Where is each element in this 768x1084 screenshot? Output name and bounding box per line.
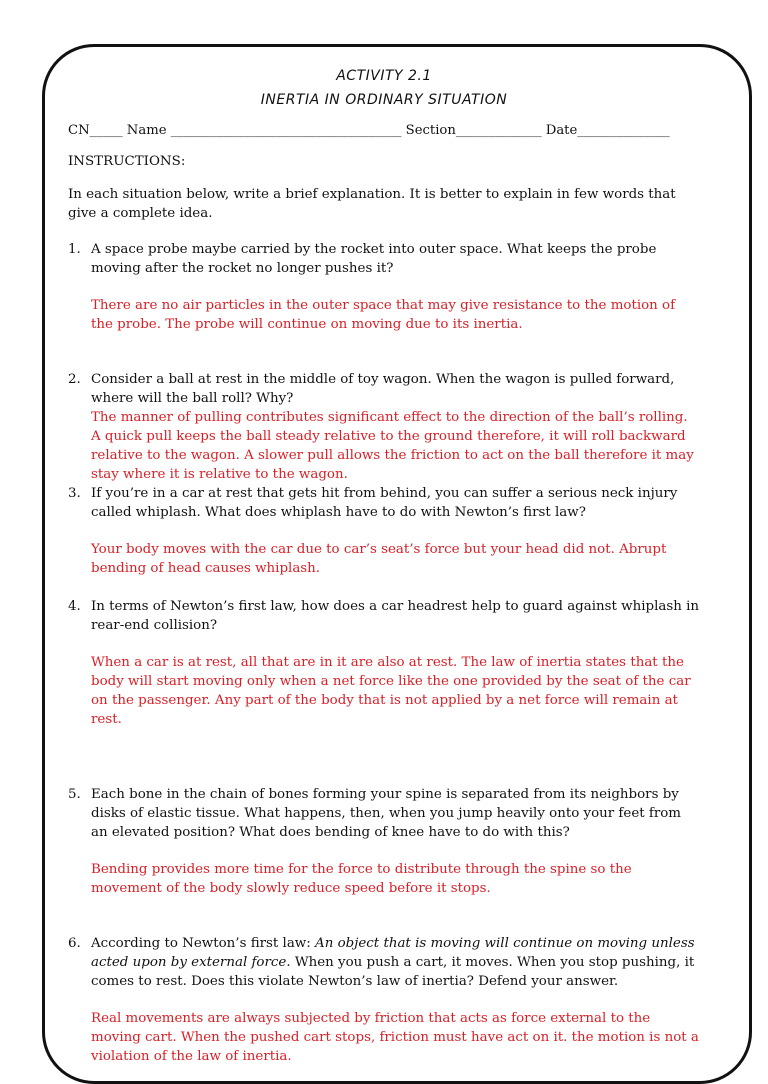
- answer-text: There are no air particles in the outer space that may give resistance to the motion of the probe. The probe will continue on moving due to its inertia.: [91, 298, 676, 332]
- question-number: 4.: [68, 599, 81, 614]
- question-text: If you’re in a car at rest that gets hit from behind, you can suffer a serious neck injury called whiplash. What does whiplash have to do with Newton’s first law?: [91, 486, 678, 520]
- student-info-line: CN_____ Name ___________________________________ Section_____________ Date______________: [68, 123, 670, 138]
- question-3: [68, 484, 700, 578]
- question-text: Each bone in the chain of bones forming your spine is separated from its neighbors by disks of elastic tissue. What happens, then, when you jump heavily onto your feet from an elevated position? What does bending of knee have to do with this?: [91, 787, 681, 840]
- question-number: 6.: [68, 936, 81, 951]
- question-1: [68, 240, 700, 334]
- answer-text: Your body moves with the car due to car’s seat’s force but your head did not. Abrupt bending of head causes whiplash.: [91, 542, 667, 576]
- instructions-text: In each situation below, write a brief explanation. It is better to explain in few words that give a complete idea.: [68, 187, 676, 221]
- question-text: A space probe maybe carried by the rocket into outer space. What keeps the probe moving after the rocket no longer pushes it?: [91, 242, 657, 276]
- question-number: 5.: [68, 787, 81, 802]
- question-number: 2.: [68, 372, 81, 387]
- answer-text: When a car is at rest, all that are in it are also at rest. The law of inertia states that the body will start moving only when a net force like the one provided by the seat of the car on the passenger. Any part of the body that is not applied by a net force will remain at rest.: [91, 655, 691, 727]
- question-5: [68, 785, 700, 898]
- question-2: [68, 370, 700, 484]
- instructions-label: INSTRUCTIONS:: [68, 154, 186, 169]
- question-text: In terms of Newton’s first law, how does a car headrest help to guard against whiplash in rear-end collision?: [91, 599, 700, 633]
- question-text-suffix: When you push a cart, it moves. When you stop pushing, it comes to rest. Does this violate Newton’s law of inertia? Defend your answer.: [91, 955, 695, 989]
- question-text: Consider a ball at rest in the middle of toy wagon. When the wagon is pulled forward, where will the ball roll? Why?: [91, 372, 675, 406]
- activity-title: INERTIA IN ORDINARY SITUATION: [260, 92, 508, 108]
- question-6: [68, 934, 700, 1066]
- answer-text: Real movements are always subjected by friction that acts as force external to the moving cart. When the pushed cart stops, friction must have act on it. the motion is not a violation of the law of inertia.: [91, 1011, 699, 1064]
- question-text-prefix: According to Newton’s first law:: [91, 936, 316, 951]
- activity-number: ACTIVITY 2.1: [336, 68, 432, 84]
- answer-text: Bending provides more time for the force to distribute through the spine so the movement of the body slowly reduce speed before it stops.: [91, 862, 632, 896]
- question-4: [68, 597, 700, 729]
- answer-text: The manner of pulling contributes significant effect to the direction of the ball’s rolling. A quick pull keeps the ball steady relative to the ground therefore, it will roll backward relative to the wagon. A slower pull allows the friction to act on the ball therefore it may stay where it is relative to the wagon.: [91, 410, 694, 482]
- question-number: 3.: [68, 486, 81, 501]
- question-text: [91, 934, 700, 991]
- worksheet-content: [68, 64, 700, 1066]
- newton-law-quote: An object that is moving will continue on moving unless acted upon by external force.: [91, 936, 695, 970]
- question-number: 1.: [68, 242, 81, 257]
